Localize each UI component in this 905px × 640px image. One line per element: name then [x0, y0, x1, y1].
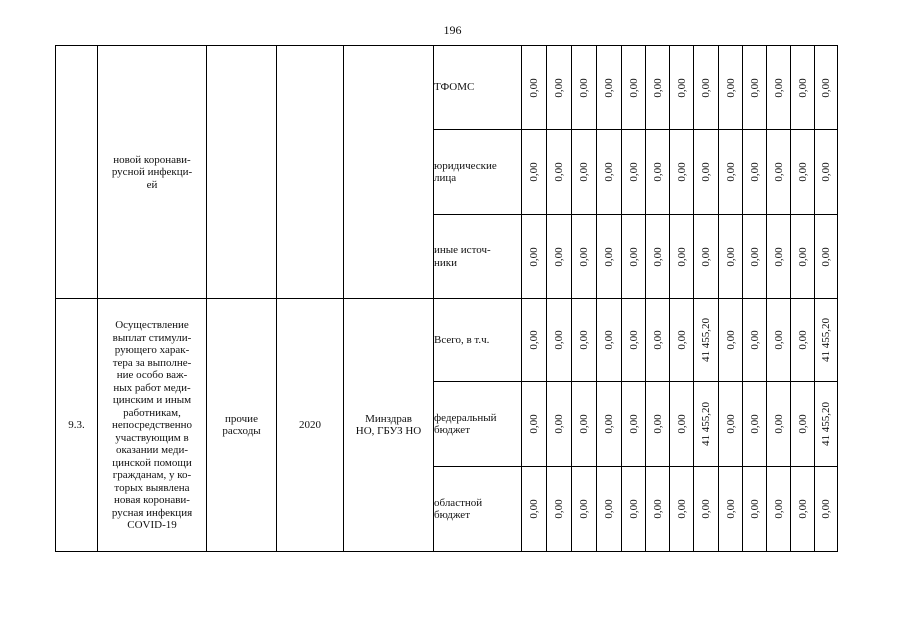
amount-value: 0,00	[796, 414, 809, 434]
amount-value: 0,00	[603, 499, 615, 519]
amount-cell	[522, 467, 547, 552]
amount-value: 0,00	[553, 77, 565, 98]
expense-type-cell: прочие расходы	[207, 299, 277, 552]
amount-value: 0,00	[553, 162, 565, 182]
amount-cell	[719, 130, 743, 215]
funding-source-cell: Всего, в т.ч.	[434, 299, 522, 382]
amount-value: 0,00	[772, 499, 785, 519]
amount-value: 0,00	[772, 246, 785, 267]
amount-value: 0,00	[627, 499, 640, 519]
amount-cell	[743, 46, 767, 130]
amount-value: 0,00	[700, 499, 712, 519]
amount-cell	[646, 215, 670, 299]
amount-cell	[670, 382, 694, 467]
amount-cell	[547, 130, 572, 215]
amount-cell	[719, 467, 743, 552]
amount-value: 0,00	[796, 246, 809, 267]
amount-cell	[719, 382, 743, 467]
amount-value: 41 455,20	[820, 402, 832, 446]
amount-cell	[670, 299, 694, 382]
amount-cell	[522, 299, 547, 382]
amount-value: 0,00	[651, 162, 664, 182]
amount-cell	[597, 299, 622, 382]
amount-value: 0,00	[578, 77, 590, 98]
amount-cell	[767, 215, 791, 299]
amount-cell	[670, 46, 694, 130]
amount-cell	[767, 130, 791, 215]
amount-cell	[547, 299, 572, 382]
amount-value: 0,00	[675, 330, 688, 350]
funding-source-cell: федеральный бюджет	[434, 382, 522, 467]
amount-cell	[815, 299, 838, 382]
amount-value: 0,00	[553, 246, 565, 267]
amount-value: 0,00	[603, 330, 615, 350]
funding-source-cell: ТФОМС	[434, 46, 522, 130]
amount-value: 0,00	[603, 77, 615, 98]
amount-cell	[522, 382, 547, 467]
amount-cell	[597, 46, 622, 130]
amount-value: 0,00	[724, 162, 737, 182]
amount-cell	[767, 46, 791, 130]
amount-cell	[646, 46, 670, 130]
amount-cell	[547, 467, 572, 552]
amount-value: 0,00	[772, 414, 785, 434]
amount-value: 0,00	[796, 162, 809, 182]
year-cell	[277, 46, 344, 299]
page-number: 196	[443, 23, 462, 37]
amount-cell	[670, 215, 694, 299]
amount-cell	[622, 299, 646, 382]
amount-cell	[522, 215, 547, 299]
amount-cell	[622, 382, 646, 467]
amount-cell	[694, 46, 719, 130]
amount-cell	[815, 215, 838, 299]
amount-cell	[572, 130, 597, 215]
item-name-cell: Осуществление выплат стимули- рующего харак- тера за выполне- ние особо важ- ных работ меди- цинским и иным работникам, непосредственно участвующим в оказании меди- цинской помощи гражданам, у ко- торых выявлена новая коронави- русная инфекция COVID-19	[98, 299, 207, 552]
amount-value: 0,00	[748, 77, 761, 98]
amount-cell	[646, 130, 670, 215]
year-cell: 2020	[277, 299, 344, 552]
amount-cell	[622, 467, 646, 552]
amount-value: 0,00	[651, 77, 664, 98]
amount-cell	[791, 299, 815, 382]
funding-source-cell: иные источ- ники	[434, 215, 522, 299]
amount-value: 0,00	[700, 162, 712, 182]
amount-value: 0,00	[528, 246, 540, 267]
amount-value: 0,00	[748, 246, 761, 267]
amount-value: 0,00	[675, 77, 688, 98]
amount-cell	[743, 215, 767, 299]
amount-value: 0,00	[796, 499, 809, 519]
amount-cell	[791, 46, 815, 130]
amount-value: 0,00	[528, 162, 540, 182]
amount-cell	[767, 467, 791, 552]
amount-value: 0,00	[724, 330, 737, 350]
amount-value: 0,00	[796, 330, 809, 350]
amount-value: 0,00	[627, 414, 640, 434]
amount-value: 0,00	[820, 246, 832, 267]
amount-value: 0,00	[553, 414, 565, 434]
amount-cell	[719, 215, 743, 299]
amount-value: 41 455,20	[700, 318, 712, 362]
amount-value: 0,00	[603, 246, 615, 267]
amount-value: 0,00	[724, 414, 737, 434]
amount-cell	[743, 382, 767, 467]
funding-source-cell: юридические лица	[434, 130, 522, 215]
amount-cell	[694, 215, 719, 299]
amount-cell	[646, 467, 670, 552]
amount-cell	[694, 382, 719, 467]
amount-cell	[670, 467, 694, 552]
amount-value: 0,00	[748, 414, 761, 434]
amount-value: 0,00	[724, 499, 737, 519]
amount-cell	[694, 299, 719, 382]
amount-cell	[791, 382, 815, 467]
amount-value: 0,00	[627, 77, 640, 98]
expense-type-cell	[207, 46, 277, 299]
table-row	[56, 299, 838, 382]
amount-value: 0,00	[553, 330, 565, 350]
amount-value: 0,00	[772, 330, 785, 350]
amount-cell	[815, 467, 838, 552]
amount-value: 0,00	[627, 162, 640, 182]
amount-value: 0,00	[528, 414, 540, 434]
amount-value: 0,00	[553, 499, 565, 519]
funding-source-cell: областной бюджет	[434, 467, 522, 552]
amount-cell	[791, 130, 815, 215]
amount-cell	[694, 130, 719, 215]
item-number-cell: 9.3.	[56, 299, 98, 552]
amount-value: 0,00	[796, 77, 809, 98]
amount-value: 0,00	[700, 77, 712, 98]
amount-value: 0,00	[578, 414, 590, 434]
executor-cell	[344, 46, 434, 299]
table-row	[56, 46, 838, 130]
amount-cell	[597, 382, 622, 467]
amount-value: 0,00	[651, 414, 664, 434]
amount-value: 0,00	[627, 330, 640, 350]
amount-cell	[522, 46, 547, 130]
amount-value: 0,00	[772, 77, 785, 98]
amount-value: 0,00	[651, 330, 664, 350]
amount-cell	[622, 46, 646, 130]
amount-cell	[743, 299, 767, 382]
amount-value: 0,00	[772, 162, 785, 182]
amount-value: 0,00	[820, 77, 832, 98]
amount-cell	[719, 46, 743, 130]
budget-table	[55, 45, 838, 552]
amount-value: 0,00	[578, 246, 590, 267]
amount-cell	[597, 215, 622, 299]
amount-cell	[597, 130, 622, 215]
amount-cell	[572, 299, 597, 382]
amount-value: 0,00	[700, 246, 712, 267]
amount-value: 0,00	[528, 499, 540, 519]
amount-value: 0,00	[603, 162, 615, 182]
amount-value: 0,00	[675, 499, 688, 519]
amount-value: 0,00	[651, 246, 664, 267]
amount-value: 0,00	[675, 162, 688, 182]
amount-value: 0,00	[820, 499, 832, 519]
amount-value: 0,00	[748, 330, 761, 350]
amount-cell	[622, 130, 646, 215]
amount-cell	[572, 46, 597, 130]
amount-value: 0,00	[724, 246, 737, 267]
amount-value: 0,00	[603, 414, 615, 434]
amount-value: 0,00	[627, 246, 640, 267]
amount-cell	[791, 467, 815, 552]
amount-cell	[767, 382, 791, 467]
executor-cell: Минздрав НО, ГБУЗ НО	[344, 299, 434, 552]
amount-cell	[719, 299, 743, 382]
item-number-cell	[56, 46, 98, 299]
amount-cell	[670, 130, 694, 215]
amount-cell	[791, 215, 815, 299]
amount-cell	[815, 382, 838, 467]
amount-cell	[522, 130, 547, 215]
amount-cell	[547, 46, 572, 130]
amount-cell	[694, 467, 719, 552]
amount-cell	[572, 467, 597, 552]
item-name-cell: новой коронави- русной инфекци- ей	[98, 46, 207, 299]
amount-value: 0,00	[724, 77, 737, 98]
amount-cell	[815, 46, 838, 130]
amount-value: 0,00	[748, 162, 761, 182]
amount-value: 0,00	[675, 246, 688, 267]
amount-cell	[767, 299, 791, 382]
amount-cell	[743, 467, 767, 552]
amount-cell	[597, 467, 622, 552]
amount-value: 0,00	[578, 330, 590, 350]
amount-value: 0,00	[748, 499, 761, 519]
amount-value: 0,00	[651, 499, 664, 519]
amount-value: 0,00	[820, 162, 832, 182]
amount-cell	[547, 215, 572, 299]
amount-value: 0,00	[578, 162, 590, 182]
amount-value: 41 455,20	[700, 402, 712, 446]
amount-cell	[646, 382, 670, 467]
amount-cell	[815, 130, 838, 215]
amount-value: 41 455,20	[820, 318, 832, 362]
amount-value: 0,00	[578, 499, 590, 519]
amount-cell	[572, 382, 597, 467]
amount-value: 0,00	[528, 330, 540, 350]
amount-cell	[547, 382, 572, 467]
amount-cell	[622, 215, 646, 299]
amount-cell	[572, 215, 597, 299]
amount-value: 0,00	[528, 77, 540, 98]
amount-value: 0,00	[675, 414, 688, 434]
amount-cell	[743, 130, 767, 215]
amount-cell	[646, 299, 670, 382]
